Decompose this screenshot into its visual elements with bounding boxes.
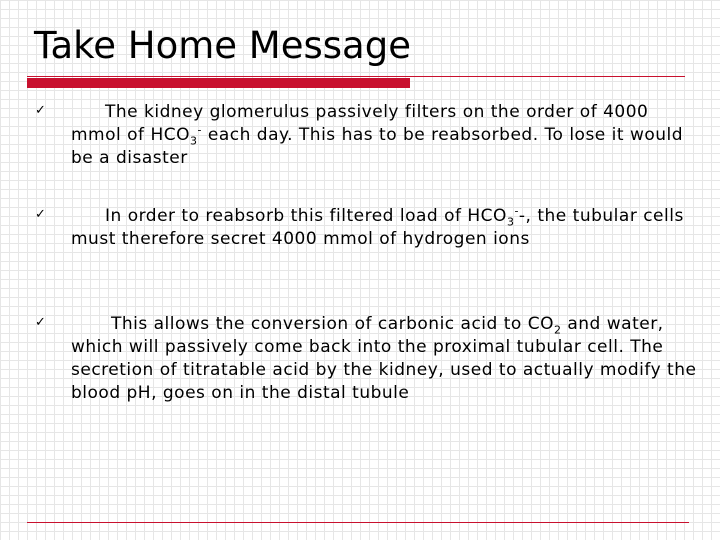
check-icon: ✓ (35, 315, 46, 330)
bullet-text-segment: and water, which will passively come back into the proximal tubular cell. The secretion of titratable acid by the kidney, used to actually modify the blood pH, goes on in the distal tubule (71, 314, 697, 403)
superscript: - (197, 123, 202, 137)
bullet-text-1 (71, 101, 701, 170)
footer-rule (27, 522, 689, 523)
subscript: 2 (553, 323, 562, 337)
slide-title: Take Home Message (34, 24, 411, 67)
bullet-text-segment: The kidney glomerulus passively filters on the order of 4000 mmol of HCO (71, 102, 649, 145)
check-icon: ✓ (35, 103, 46, 118)
title-underline-thin (27, 76, 685, 77)
bullet-text-segment: -, the tubular cells must therefore secret 4000 mmol of hydrogen ions (71, 206, 684, 249)
bullet-text-segment: This allows the conversion of carbonic acid to CO (111, 314, 554, 334)
superscript: - (514, 204, 519, 218)
bullet-text-3 (71, 313, 701, 405)
subscript: 3 (506, 215, 515, 229)
bullet-text-2 (71, 205, 701, 251)
title-underline-bar (27, 78, 410, 88)
bullet-text-segment: each day. This has to be reabsorbed. To lose it would be a disaster (71, 125, 684, 168)
subscript: 3 (189, 134, 198, 148)
bullet-text-segment: In order to reabsorb this filtered load of HCO (105, 206, 507, 226)
check-icon: ✓ (35, 207, 46, 222)
